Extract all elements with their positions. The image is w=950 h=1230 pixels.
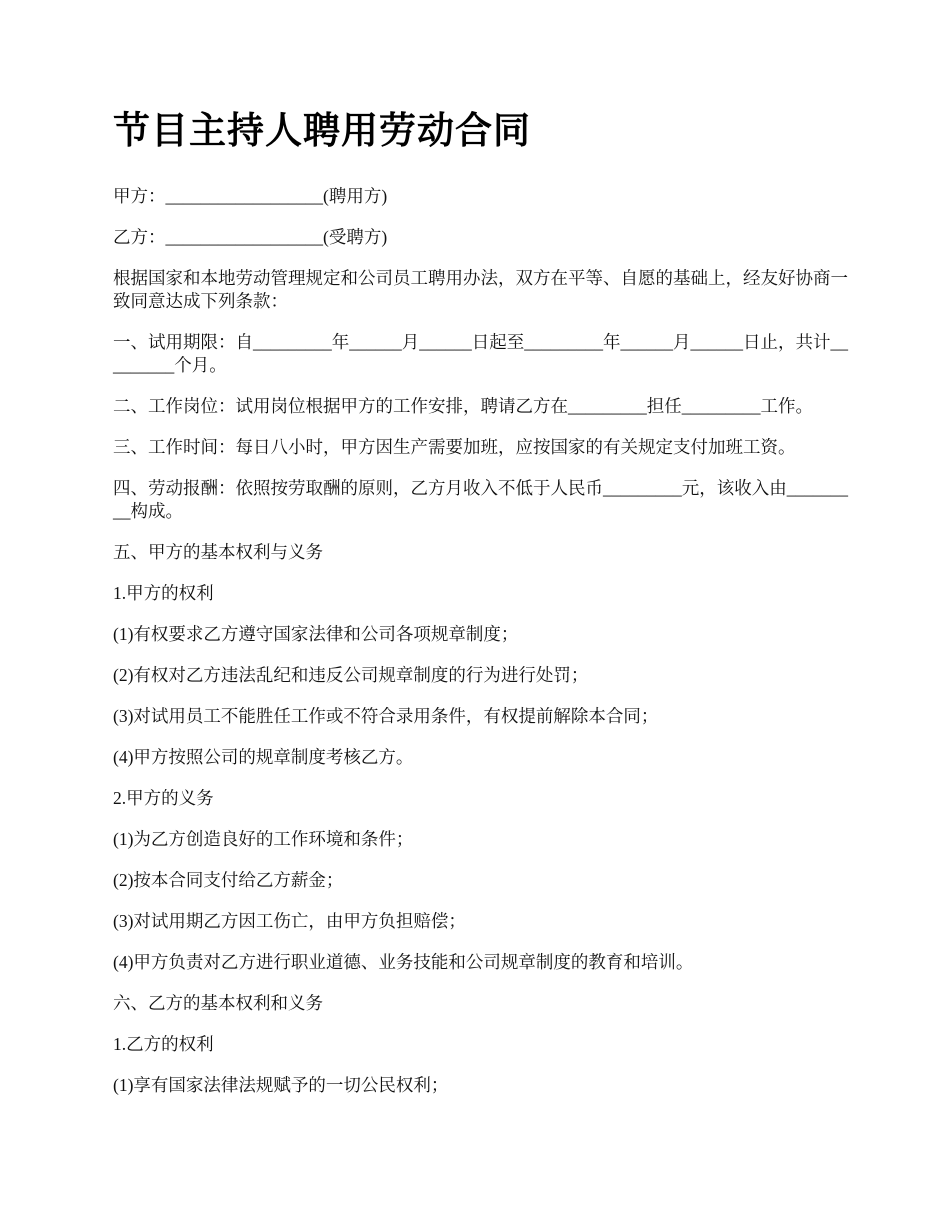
document-title: 节目主持人聘用劳动合同 xyxy=(113,108,531,152)
list-item: (1)有权要求乙方遵守国家法律和公司各项规章制度； xyxy=(113,624,519,644)
clause-remuneration: 四、劳动报酬：依照按劳取酬的原则，乙方月收入不低于人民币_________元，该收入由_________构成。 xyxy=(113,478,848,521)
section-party-b-rights-duties: 六、乙方的基本权利和义务 xyxy=(113,993,323,1013)
list-item: (1)享有国家法律法规赋予的一切公民权利； xyxy=(113,1075,449,1095)
clause-probation-period: 一、试用期限：自_________年______月______日起至_________年______月______日止，共计_________个月。 xyxy=(113,332,848,375)
party-b-line: 乙方：__________________(受聘方) xyxy=(113,227,388,247)
subsection-party-b-rights: 1.乙方的权利 xyxy=(113,1034,214,1054)
list-item: (4)甲方负责对乙方进行职业道德、业务技能和公司规章制度的教育和培训。 xyxy=(113,952,694,972)
preamble-paragraph: 根据国家和本地劳动管理规定和公司员工聘用办法，双方在平等、自愿的基础上，经友好协商一致同意达成下列条款： xyxy=(113,268,848,311)
list-item: (2)按本合同支付给乙方薪金； xyxy=(113,870,344,890)
list-item: (3)对试用期乙方因工伤亡，由甲方负担赔偿； xyxy=(113,911,466,931)
subsection-party-a-rights: 1.甲方的权利 xyxy=(113,583,214,603)
subsection-party-a-duties: 2.甲方的义务 xyxy=(113,788,214,808)
list-item: (3)对试用员工不能胜任工作或不符合录用条件，有权提前解除本合同； xyxy=(113,706,659,726)
section-party-a-rights-duties: 五、甲方的基本权利与义务 xyxy=(113,542,323,562)
party-a-line: 甲方：__________________(聘用方) xyxy=(113,186,388,206)
list-item: (1)为乙方创造良好的工作环境和条件； xyxy=(113,829,414,849)
list-item: (4)甲方按照公司的规章制度考核乙方。 xyxy=(113,747,414,767)
clause-working-hours: 三、工作时间：每日八小时，甲方因生产需要加班，应按国家的有关规定支付加班工资。 xyxy=(113,437,796,457)
list-item: (2)有权对乙方违法乱纪和违反公司规章制度的行为进行处罚； xyxy=(113,665,589,685)
clause-job-position: 二、工作岗位：试用岗位根据甲方的工作安排，聘请乙方在_________担任_________工作。 xyxy=(113,396,813,416)
